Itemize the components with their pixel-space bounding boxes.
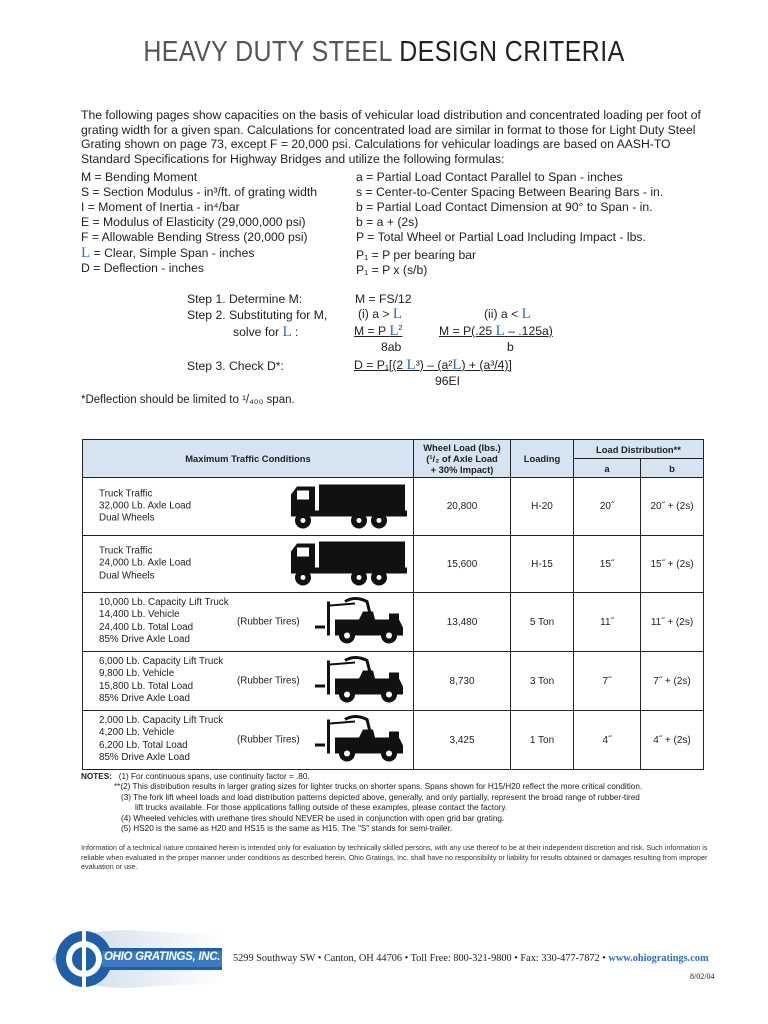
truck-icon (289, 538, 407, 588)
forklift-icon (315, 714, 407, 767)
def-b-formula: b = a + (2s) (356, 215, 419, 229)
cell-wheel-load: 13,480 (414, 593, 511, 652)
def-l (81, 246, 317, 261)
tire-type: (Rubber Tires) (237, 734, 300, 746)
cell-conditions (83, 593, 414, 652)
note-1 (81, 772, 721, 782)
solve-for-text: solve for (233, 325, 280, 339)
def-p1a: P₁ = P per bearing bar (356, 248, 477, 262)
l-symbol: L (81, 245, 91, 261)
cell-loading: H-15 (511, 536, 574, 593)
cell-conditions (83, 536, 414, 593)
cell-wheel-load: 8,730 (414, 652, 511, 711)
header-wheel-line-2: (¹/₂ of Axle Load (426, 453, 498, 464)
formula-d-a: D = P₁[(2 (354, 358, 404, 372)
condition-text (99, 656, 223, 706)
condition-line: 85% Drive Axle Load (99, 634, 190, 646)
header-loading: Loading (511, 440, 574, 478)
notes (81, 772, 721, 834)
tire-type: (Rubber Tires) (237, 675, 300, 687)
title-part-2: DESIGN CRITERIA (399, 36, 625, 68)
condition-line: 4,200 Lb. Vehicle (99, 727, 175, 739)
def-d: D = Deflection - inches (81, 261, 204, 275)
case-i-text: (i) a > (358, 307, 390, 321)
header-wheel-line-3: + 30% Impact) (430, 464, 494, 475)
note-4: (4) Wheeled vehicles with urethane tires should NEVER be used in conjunction with open grid bar grating. (121, 813, 505, 823)
def-b: b = Partial Load Contact Dimension at 90° to Span - in. (356, 200, 653, 214)
footer-address: 5299 Southway SW • Canton, OH 44706 • Toll Free: 800-321-9800 • Fax: 330-477-7872 • (233, 953, 606, 964)
condition-line: 10,000 Lb. Capacity Lift Truck (99, 597, 229, 609)
l-symbol: L (521, 306, 531, 322)
formula-m1-num: M = P (354, 324, 386, 338)
condition-text (99, 597, 229, 647)
logo-text: OHIO GRATINGS, INC. (104, 951, 221, 963)
cell-dist-a: 4˝ (574, 711, 641, 770)
cell-loading: 1 Ton (511, 711, 574, 770)
definitions-left (81, 170, 317, 276)
condition-line: 24,400 Lb. Total Load (99, 622, 194, 633)
condition-line: 24,000 Lb. Axle Load (99, 557, 192, 569)
note-3: (3) The fork lift wheel loads and load distribution patterns depicted above, generally, and only partially, represent the broad range of rubber-tired (121, 792, 640, 802)
table-row (83, 478, 704, 536)
page-title (54, 36, 714, 69)
definitions-right (356, 170, 663, 278)
condition-line: 85% Drive Axle Load (99, 752, 190, 764)
note-3-cont: lift trucks available. For those applications falling outside of these examples, please contact the factory. (135, 803, 508, 813)
cell-conditions (83, 652, 414, 711)
header-load-distribution: Load Distribution** (574, 440, 704, 459)
formula-d-den: 96EI (435, 374, 461, 388)
cell-dist-b: 4˝ + (2s) (641, 711, 704, 770)
cell-dist-a: 7˝ (574, 652, 641, 711)
table-row (83, 652, 704, 711)
condition-line: 6,000 Lb. Capacity Lift Truck (99, 656, 224, 668)
l-symbol: L (452, 357, 462, 373)
def-p: P = Total Wheel or Partial Load Including Impact - lbs. (356, 230, 646, 244)
cell-wheel-load: 3,425 (414, 711, 511, 770)
def-i: I = Moment of Inertia - in⁴/bar (81, 200, 240, 214)
cell-loading: H-20 (511, 478, 574, 536)
header-b: b (641, 459, 704, 478)
def-a: a = Partial Load Contact Parallel to Span - inches (356, 170, 623, 184)
truck-icon (289, 480, 407, 533)
note-2: **(2) This distribution results in larger grating sizes for lighter trucks on shorter spans. Spans shown for H15/H20 reflect the more critical condition. (114, 782, 643, 792)
def-e: E = Modulus of Elasticity (29,000,000 psi) (81, 215, 306, 229)
header-wheel-line-1: Wheel Load (lbs.) (423, 442, 501, 453)
formula-m2-b: – .125a) (508, 324, 553, 338)
cell-conditions (83, 711, 414, 770)
cell-dist-b: 15˝ + (2s) (641, 536, 704, 593)
def-s: S = Section Modulus - in³/ft. of grating width (81, 185, 318, 199)
condition-line: 9,800 Lb. Vehicle (99, 668, 175, 680)
forklift-icon (315, 714, 407, 764)
step-2-label: Step 2. Substituting for M, (187, 308, 328, 322)
intro-paragraph: The following pages show capacities on the basis of vehicular load distribution and concentrated loading per foot of grating width for a given span. Calculations for concentrated load are similar in format to those for Light Duty Steel Grating shown on page 73, except F = 20,000 psi. Calculations for vehicular loadings are based on AASH-TO Standard Specifications for Highway Bridges and utilize the following formulas: (81, 108, 701, 166)
case-ii (484, 306, 531, 323)
table-row (83, 711, 704, 770)
def-l-text: = Clear, Simple Span - inches (93, 246, 255, 260)
note-1-text: (1) For continuous spans, use continuity factor = .80. (118, 772, 310, 781)
formula-m1: M = P $L^2$ (354, 323, 403, 339)
condition-text (99, 715, 223, 765)
condition-line: 2,000 Lb. Capacity Lift Truck (99, 715, 224, 727)
l-symbol: L (495, 323, 505, 339)
condition-line: 85% Drive Axle Load (99, 693, 190, 705)
step-3-label: Step 3. Check D*: (187, 359, 284, 373)
def-f: F = Allowable Bending Stress (20,000 psi) (81, 230, 308, 244)
cell-loading: 3 Ton (511, 652, 574, 711)
forklift-icon (315, 655, 407, 705)
solve-for: solve for L : (233, 324, 299, 340)
truck-icon (289, 538, 407, 591)
def-s-spacing: s = Center-to-Center Spacing Between Bearing Bars - in. (356, 185, 664, 199)
note-5: (5) HS20 is the same as H20 and HS15 is the same as H15. The "S" stands for semi-trailer. (121, 824, 453, 834)
formula-d-c: ) + (a³/4)] (461, 358, 512, 372)
truck-icon (289, 480, 407, 530)
l-symbol: L (406, 357, 416, 373)
footer-date: 8/02/04 (690, 972, 715, 981)
forklift-icon (315, 655, 407, 708)
condition-line: 32,000 Lb. Axle Load (99, 500, 192, 512)
formula-m2-den: b (507, 340, 514, 354)
disclaimer: Information of a technical nature contained herein is intended only for evaluation by technically skilled persons, with any use thereof to be at their independent discretion and risk. Such information is reliable when evaluated in the proper manner under conditions as described herein. Ohio Gratings, Inc. shall have no responsibility or liability for results obtained or damages resulting from improper evaluation or use. (81, 843, 708, 871)
cell-wheel-load: 20,800 (414, 478, 511, 536)
company-logo (44, 921, 224, 997)
traffic-table-body (83, 478, 704, 770)
case-ii-text: (ii) a < (484, 307, 519, 321)
step-1-formula: M = FS/12 (355, 292, 412, 306)
table-row (83, 593, 704, 652)
table-row (83, 536, 704, 593)
l-symbol: L (389, 323, 399, 339)
tire-type: (Rubber Tires) (237, 616, 300, 628)
condition-line: 14,400 Lb. Vehicle (99, 609, 180, 621)
footer-website-link[interactable]: www.ohiogratings.com (608, 953, 709, 964)
cell-dist-b: 20˝ + (2s) (641, 478, 704, 536)
header-conditions: Maximum Traffic Conditions (83, 440, 414, 478)
footer-contact (233, 953, 709, 964)
condition-line: Dual Wheels (99, 512, 155, 524)
condition-line: Truck Traffic (99, 545, 153, 557)
forklift-icon (315, 596, 407, 646)
cell-dist-a: 11˝ (574, 593, 641, 652)
formula-m2-a: M = P(.25 (439, 324, 493, 338)
deflection-note: *Deflection should be limited to ¹/₄₀₀ span. (81, 394, 295, 406)
cell-dist-b: 7˝ + (2s) (641, 652, 704, 711)
cell-wheel-load: 15,600 (414, 536, 511, 593)
condition-text (99, 545, 191, 582)
formula-m2 (439, 323, 553, 340)
header-wheel-load (414, 440, 511, 478)
formula-d-b: ³) – (a² (415, 358, 453, 372)
l-symbol: L (392, 306, 403, 322)
header-a: a (574, 459, 641, 478)
cell-dist-a: 20˝ (574, 478, 641, 536)
formula-d (354, 357, 512, 374)
l-symbol: L (282, 324, 292, 340)
condition-text (99, 488, 191, 525)
title-part-1: HEAVY DUTY STEEL (143, 36, 400, 68)
condition-line: Dual Wheels (99, 570, 155, 582)
cell-dist-b: 11˝ + (2s) (641, 593, 704, 652)
condition-line: Truck Traffic (99, 487, 153, 499)
step-1-label: Step 1. Determine M: (187, 292, 303, 306)
notes-label: NOTES: (81, 772, 112, 781)
condition-line: 6,200 Lb. Total Load (99, 740, 188, 751)
cell-loading: 5 Ton (511, 593, 574, 652)
formula-m1-den: 8ab (381, 340, 402, 354)
forklift-icon (315, 596, 407, 649)
condition-line: 15,800 Lb. Total Load (99, 681, 194, 692)
cell-dist-a: 15˝ (574, 536, 641, 593)
case-i (358, 306, 402, 323)
cell-conditions (83, 478, 414, 536)
def-m: M = Bending Moment (81, 170, 198, 184)
def-p1b: P₁ = P x (s/b) (356, 263, 428, 277)
traffic-table (82, 439, 704, 770)
